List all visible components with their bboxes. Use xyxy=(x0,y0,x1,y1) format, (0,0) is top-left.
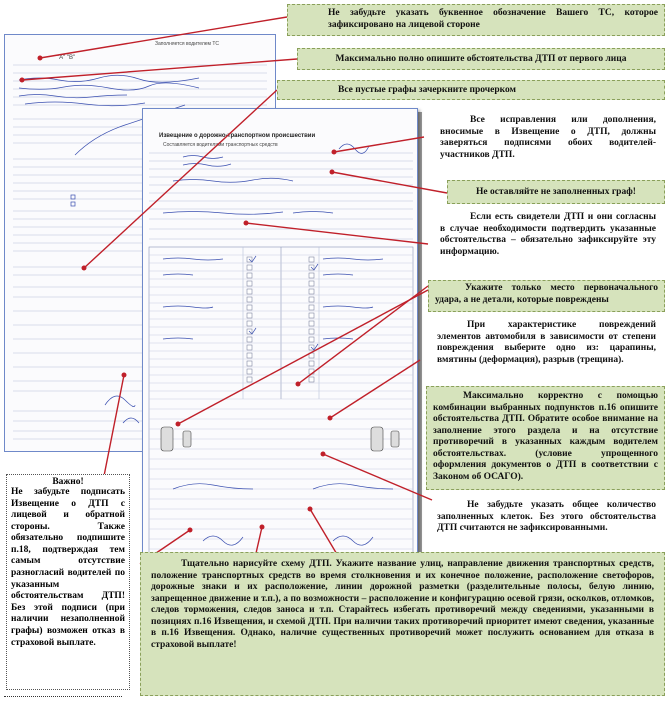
back-form-header: Заполняется водителем ТС xyxy=(155,41,220,47)
callout-no-empty-fields: Не оставляйте не заполненных граф! xyxy=(447,180,665,204)
warning-text: Не забудьте подписать Извещение о ДТП с лицевой и обратной стороны. Также обязательно подпишите п.18, подтверждая тем самым отсутствие разногласий водителей по указанным обстоятельствам ДТП! Без этой подписи (при наличии незаполненной графы) возможен отказ в страховой выплате. xyxy=(11,487,125,648)
callout-cell-count: Не забудьте указать общее количество заполненных клеток. Без этого обстоятельства ДТП считаются не зафиксированными. xyxy=(437,500,656,534)
callout-corrections: Все исправления или дополнения, вносимые в Извещение о ДТП, должны заверяться подписями обоих водителей-участников ДТП. xyxy=(440,115,656,160)
callout-initial-impact: Укажите только место первоначального удара, а не детали, которые повреждены xyxy=(428,280,665,312)
warning-box xyxy=(6,474,130,690)
callout-damage-types: При характеристике повреждений элементов автомобиля в зависимости от степени повреждения выберите одно из: царапины, вмятины (деформация), разрыв (трещина). xyxy=(437,320,656,365)
bottom-dotted-line xyxy=(4,696,122,697)
callout-describe-circumstances: Максимально полно опишите обстоятельства ДТП от первого лица xyxy=(297,48,665,70)
front-form-title: Извещение о дорожно-транспортном происшествии xyxy=(159,133,316,139)
front-form-header: Составляется водителями транспортных средств xyxy=(163,142,278,148)
vehicle-letter-checks: "А" "В" xyxy=(57,55,76,61)
warning-title: Важно! xyxy=(52,477,84,487)
callout-witnesses: Если есть свидетели ДТП и они согласны в случае необходимости подтвердить указанные обстоятельства – обязательно зафиксируйте эту информацию. xyxy=(440,212,656,257)
callout-item16: Максимально корректно с помощью комбинации выбранных подпунктов п.16 опишите обстоятельства ДТП. Обратите особое внимание на заполнение этого раздела и на отсутствие противоречий в указанных каждым водителем обстоятельствах. (условие упрощенного оформления документов о ДТП в соответствии с Законом об ОСАГО). xyxy=(426,386,665,490)
callout-vehicle-letter: Не забудьте указать буквенное обозначение Вашего ТС, которое зафиксировано на лицевой стороне xyxy=(287,4,665,36)
callout-empty-fields: Все пустые графы зачеркните прочерком xyxy=(277,80,665,100)
callout-accident-scheme: Тщательно нарисуйте схему ДТП. Укажите название улиц, направление движения транспортных средств, положение транспортных средств во время столкновения и их конечное положение, расположение светофоров, дорожные знаки и их расположение, линии дорожной разметки (разделительные полосы, белую линию, запрещенное движение и т.п.), а по возможности – расположение и конфигурацию осевой грязи, осколков, отломков, следов торможения, следов заноса и т.п. Старайтесь избегать противоречий между сведениями, указанными в позициях п.16 Извещения, и схемой ДТП. При наличии таких противоречий приоритет имеют сведения, указанные в п.16 Извещения. Однако, наличие существенных противоречий может послужить основанием для отказа в страховой выплате! xyxy=(140,552,665,696)
